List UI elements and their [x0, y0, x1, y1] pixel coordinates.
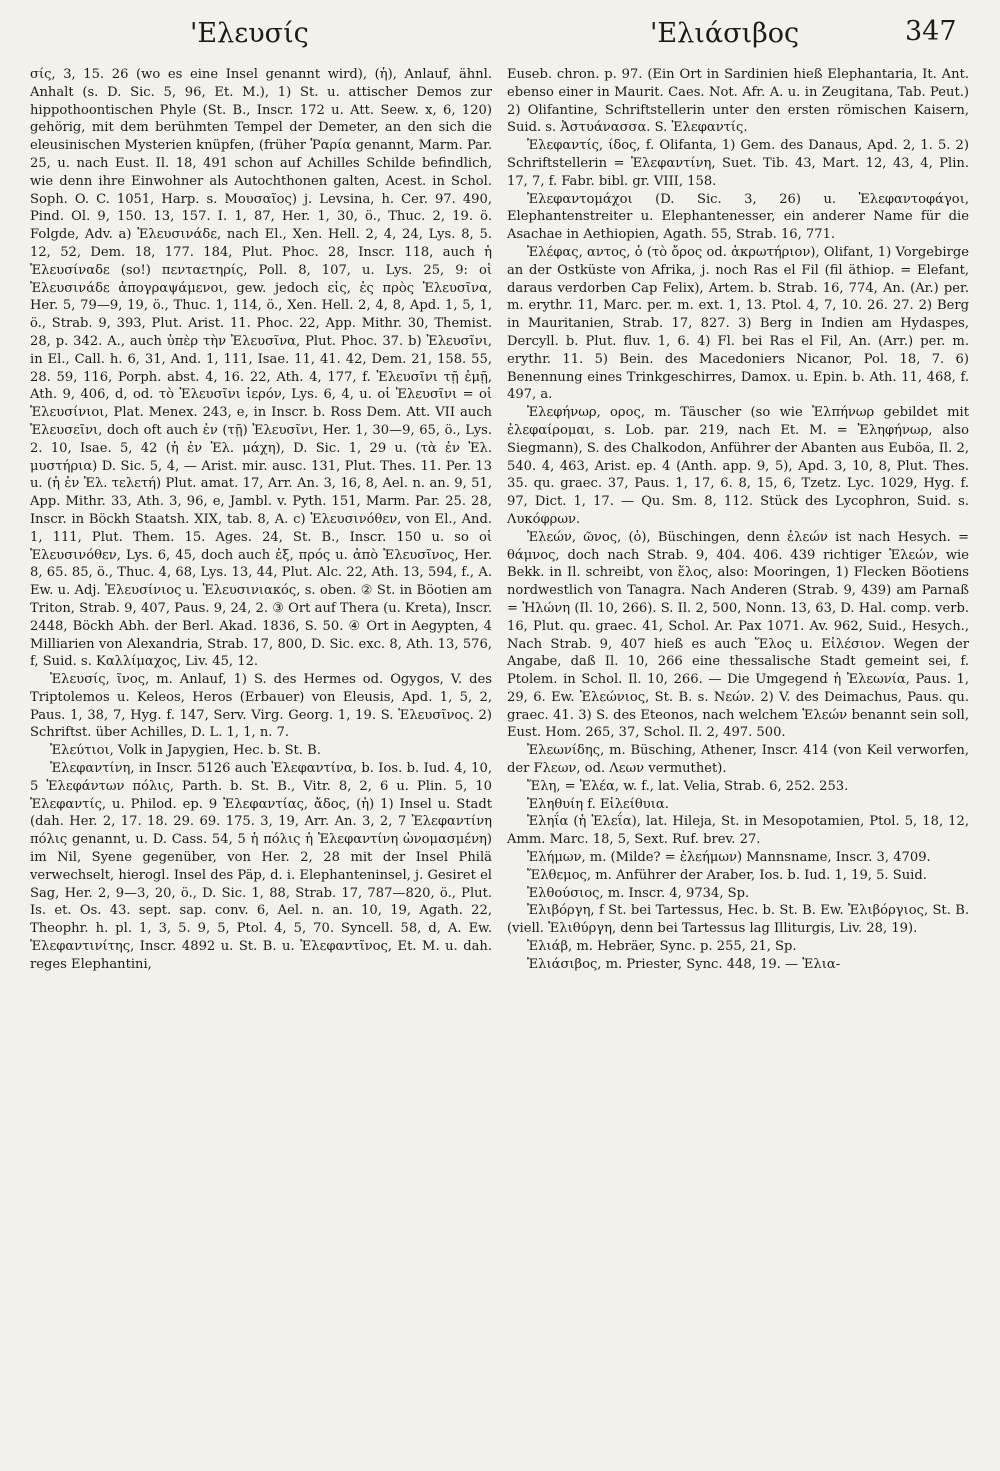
entry-paragraph: Ἐλεών, ῶνος, (ὁ), Büschingen, denn ἐλεών ist nach Hesych. = θάμνος, doch nach Strab. 9, 404. 406. 439 richtiger Ἑλεών, wie Bekk. in Il. schreibt, von ἕλος, also: Mooringen, 1) Flecken Böotiens nordwestlich von Tanagra. Nach Anderen (Strab. 9, 439) am Parnaß = Ἠλώνη (Il. 10, 266). S. Il. 2, 500, Nonn. 13, 63, D. Hal. comp. verb. 16, Plut. qu. graec. 41, Schol. Ar. Pax 1071. Av. 962, Suid., Hesych., Nach Strab. 9, 407 hieß es auch Ἕλος u. Εἰλέσιον. Wegen der Angabe, daß Il. 10, 266 eine thessalische Stadt gemeint sei, f. Ptolem. in Schol. Il. 10, 266. — Die Umgegend ἡ Ἐλεωνία, Paus. 1, 29, 6. Ew. Ἐλεώνιος, St. B. s. Νεών. 2) V. des Deimachus, Paus. qu. graec. 41. 3) S. des Eteonos, nach welchem Ἐλεών benannt sein soll, Eust. Hom. 265, 37, Schol. Il. 2, 497. 500. [507, 529, 969, 741]
entry-paragraph: Ἐλιάβ, m. Hebräer, Sync. p. 255, 21, Sp. [527, 939, 797, 955]
entry-paragraph: Ἐλεφαντίς, ίδος, f. Olifanta, 1) Gem. des Danaus, Apd. 2, 1. 5. 2) Schriftstellerin = Ἐλεφαντίνη, Suet. Tib. 43, Mart. 12, 43, 4, Plin. 17, 7, f. Fabr. bibl. gr. VIII, 158. [507, 138, 969, 189]
entry-paragraph: Ἐλιάσιβος, m. Priester, Sync. 448, 19. — Ἐλια- [527, 956, 841, 972]
page-number: 347 [905, 16, 957, 47]
entry-paragraph: Ἐλεωνίδης, m. Büsching, Athener, Inscr. 414 (von Keil verworfen, der Fλεων, od. Λεων vermuthet). [507, 743, 969, 777]
entry-paragraph: Ἐλθούσιος, m. Inscr. 4, 9734, Sp. [527, 885, 750, 901]
entry-paragraph: Ἐλήμων, m. (Milde? = ἐλεήμων) Mannsname, Inscr. 3, 4709. [527, 850, 931, 866]
entry-paragraph: Ἐλέφας, αντος, ὁ (τὸ ὄρος od. ἀκρωτήριον), Olifant, 1) Vorgebirge an der Ostküste von Afrika, j. noch Ras el Fil (fil äthiop. = Elefant, daraus verdorben Cap Felix), Artem. b. Strab. 16, 774, An. (Ar.) per. m. erythr. 11, Marc. per. m. ext. 1, 13. Ptol. 4, 7, 10. 26. 27. 2) Berg in Mauritanien, Strab. 17, 827. 3) Berg in Indien am Hydaspes, Dercyll. b. Plut. fluv. 1, 6. 4) Fl. bei Ras el Fil, An. (Arr.) per. m. erythr. 11. 5) Bein. des Macedoniers Nicanor, Pol. 18, 7. 6) Benennung eines Trinkgeschirres, Damox. u. Epin. b. Ath. 11, 468, f. 497, a. [507, 244, 969, 403]
entry-paragraph: σίς, 3, 15. 26 (wo es eine Insel genannt wird), (ἡ), Anlauf, ähnl. Anhalt (s. D. Sic. 5, 96, Et. M.), 1) St. u. attischer Demos zur hippothoontischen Phyle (St. B., Inscr. 172 u. Att. Seew. x, 6, 120) gehörig, mit dem berühmten Tempel der Demeter, an den sich die eleusinischen Mysterien knüpfen, (früher Ῥαρία genannt, Marm. Par. 25, u. nach Eust. Il. 18, 491 schon auf Achilles Schilde befindlich, wie denn ihre Einwohner als Autochthonen galten, Acest. in Schol. Soph. O. C. 1051, Harp. s. Μουσαῖος) j. Levsina, h. Cer. 97. 490, Pind. Ol. 9, 150. 13, 157. I. 1, 87, Her. 1, 30, ö., Thuc. 2, 19. ö. Folgde, Adv. a) Ἐλευσινάδε, nach El., Xen. Hell. 2, 4, 24, Lys. 8, 5. 12, 52, Dem. 18, 177. 184, Plut. Phoc. 28, Inscr. 118, auch ἡ Ἐλευσίναδε (so!) πενταετηρίς, Poll. 8, 107, u. Lys. 25, 9: οἱ Ἐλευσινάδε ἀπογραψάμενοι, gew. jedoch εἰς, ἐς πρὸς Ἐλευσῖνα, Her. 5, 79—9, 19, ö., Thuc. 1, 114, ö., Xen. Hell. 2, 4, 8, Apd. 1, 5, 1, ö., Strab. 9, 393, Plut. Arist. 11. Phoc. 22, App. Mithr. 30, Themist. 28, p. 342. A., auch ὑπὲρ τὴν Ἐλευσῖνα, Plut. Phoc. 37. b) Ἐλευσῖνι, in El., Call. h. 6, 31, And. 1, 111, Isae. 11, 41. 42, Dem. 21, 158. 55, 28. 59, 116, Porph. abst. 4, 16. 22, Ath. 4, 177, f. Ἐλευσῖνι τῇ ἐμῇ, Ath. 9, 406, d, od. τὸ Ἐλευσῖνι ἱερόν, Lys. 6, 4, u. οἱ Ἐλευσῖνι = οἱ Ἐλευσίνιοι, Plat. Menex. 243, e, in Inscr. b. Ross Dem. Att. VII auch Ἐλευσεῖνι, doch oft auch ἐν (τῇ) Ἐλευσῖνι, Her. 1, 30—9, 65, ö., Lys. 2. 10, Isae. 5, 42 (ἡ ἐν Ἐλ. μάχη), D. Sic. 1, 29 u. (τὰ ἐν Ἐλ. μυστήρια) D. Sic. 5, 4, — Arist. mir. ausc. 131, Plut. Thes. 11. Per. 13 u. (ἡ ἐν Ἐλ. τελετή) Plut. amat. 17, Arr. An. 3, 16, 8, Ael. n. an. 9, 51, App. Mithr. 33, Ath. 3, 96, e, Jambl. v. Pyth. 151, Marm. Par. 25. 28, Inscr. in Böckh Staatsh. XIX, tab. 8, A. c) Ἐλευσινόθεν, von El., And. 1, 111, Plut. Them. 15. Ages. 24, St. B., Inscr. 150 u. so οἱ Ἐλευσινόθεν, Lys. 6, 45, doch auch ἐξ, πρός u. ἀπὸ Ἐλευσῖνος, Her. 8, 65. 85, ö., Thuc. 4, 68, Lys. 13, 44, Plut. Alc. 22, Ath. 13, 594, f., A. Ew. u. Adj. Ἐλευσίνιος u. Ἐλευσινιακός, s. oben. ② St. in Böotien am Triton, Strab. 9, 407, Paus. 9, 24, 2. ③ Ort auf Thera (u. Kreta), Inscr. 2448, Böckh Abh. der Berl. Akad. 1836, S. 50. ④ Ort in Aegypten, 4 Milliarien von Alexandria, Strab. 17, 800, D. Sic. exc. 8, Ath. 13, 576, f, Suid. s. Καλλίμαχος, Liv. 45, 12. [30, 67, 492, 670]
page-header [0, 10, 1000, 60]
entry-paragraph: Ἔλθεμος, m. Anführer der Araber, Ios. b. Iud. 1, 19, 5. Suid. [527, 867, 927, 883]
entry-paragraph: Ἐλεφήνωρ, ορος, m. Täuscher (so wie Ἐλπήνωρ gebildet mit ἐλεφαίρομαι, s. Lob. par. 219, nach Et. M. = Ἐληφήνωρ, also Siegmann), S. des Chalkodon, Anführer der Abanten aus Euböa, Il. 2, 540. 4, 463, Arist. ep. 4 (Anth. app. 9, 5), Apd. 3, 10, 8, Plut. Thes. 35. qu. graec. 37, Paus. 1, 17, 6. 8, 15, 6, Tzetz. Lyc. 1029, Hyg. f. 97, Dict. 1, 17. — Qu. Sm. 8, 112. Stück des Lycophron, Suid. s. Λυκόφρων. [507, 405, 969, 527]
header-left-headword: 'Ελευσίς [190, 18, 309, 49]
entry-paragraph: Ἐλευσίς, ῖνος, m. Anlauf, 1) S. des Hermes od. Ogygos, V. des Triptolemos u. Keleos, Heros (Erbauer) von Eleusis, Apd. 1, 5, 2, Paus. 1, 38, 7, Hyg. f. 147, Serv. Virg. Georg. 1, 19. S. Ἐλευσῖνος. 2) Schriftst. über Achilles, D. L. 1, 1, n. 7. [30, 672, 492, 741]
entry-paragraph: Ἐληΐα (ἡ Ἐλεΐα), lat. Hileja, St. in Mesopotamien, Ptol. 5, 18, 12, Amm. Marc. 18, 5, Sext. Ruf. brev. 27. [507, 814, 969, 848]
entry-paragraph: Ἐληθυίη f. Εἰλείθυια. [527, 796, 669, 812]
entry-paragraph: Euseb. chron. p. 97. (Ein Ort in Sardinien hieß Elephantaria, It. Ant. ebenso einer in Maurit. Caes. Not. Afr. A. u. in Zeugitana, Tab. Peut.) 2) Olifantine, Schriftstellerin unter den ersten römischen Kaisern, Suid. s. Ἀστυάνασσα. S. Ἐλεφαντίς. [507, 67, 969, 136]
right-column [507, 66, 969, 1426]
entry-paragraph: Ἐλεφαντομάχοι (D. Sic. 3, 26) u. Ἐλεφαντοφάγοι, Elephantenstreiter u. Elephantenesser, ein anderer Name für die Asachae in Aethiopien, Agath. 55, Strab. 16, 771. [507, 191, 969, 243]
entry-paragraph: Ἐλιβόργη, f St. bei Tartessus, Hec. b. St. B. Ew. Ἐλιβόργιος, St. B. (viell. Ἐλιθύργη, denn bei Tartessus lag Illiturgis, Liv. 28, 19). [507, 903, 969, 937]
header-right-headword: 'Ελιάσιβος [650, 18, 800, 49]
entry-paragraph: Ἐλεφαντίνη, in Inscr. 5126 auch Ἐλεφαντίνα, b. Ios. b. Iud. 4, 10, 5 Ἐλεφάντων πόλις, Parth. b. St. B., Vitr. 8, 2, 6 u. Plin. 5, 10 Ἐλεφαντίς, u. Philod. ep. 9 Ἐλεφαντίας, ἄδος, (ἡ) 1) Insel u. Stadt (dah. Her. 2, 17. 18. 29. 69. 175. 3, 19, Arr. An. 3, 2, 7 Ἐλεφαντίνη πόλις genannt, u. D. Cass. 54, 5 ἡ πόλις ἡ Ἐλεφαντίνη ὠνομασμένη) im Nil, Syene gegenüber, von Her. 2, 28 mit der Insel Philä verwechselt, hierogl. Insel des Päp, d. i. Elephanteninsel, j. Gesiret el Sag, Her. 2, 9—3, 20, ö., D. Sic. 1, 88, Strab. 17, 787—820, ö., Plut. Is. et. Os. 43. sept. sap. conv. 6, Ael. n. an. 10, 19, Agath. 22, Theophr. h. pl. 1, 3, 5. 9, 5, Ptol. 4, 5, 70. Syncell. 58, d, A. Ew. Ἐλεφαντινίτης, Inscr. 4892 u. St. B. u. Ἐλεφαντῖνος, Et. M. u. dah. reges Elephantini, [30, 761, 492, 972]
entry-paragraph: Ἐλεύτιοι, Volk in Japygien, Hec. b. St. B. [50, 743, 321, 759]
entry-paragraph: Ἔλη, = Ἐλέα, w. f., lat. Velia, Strab. 6, 252. 253. [527, 778, 849, 794]
left-column [30, 66, 492, 1426]
